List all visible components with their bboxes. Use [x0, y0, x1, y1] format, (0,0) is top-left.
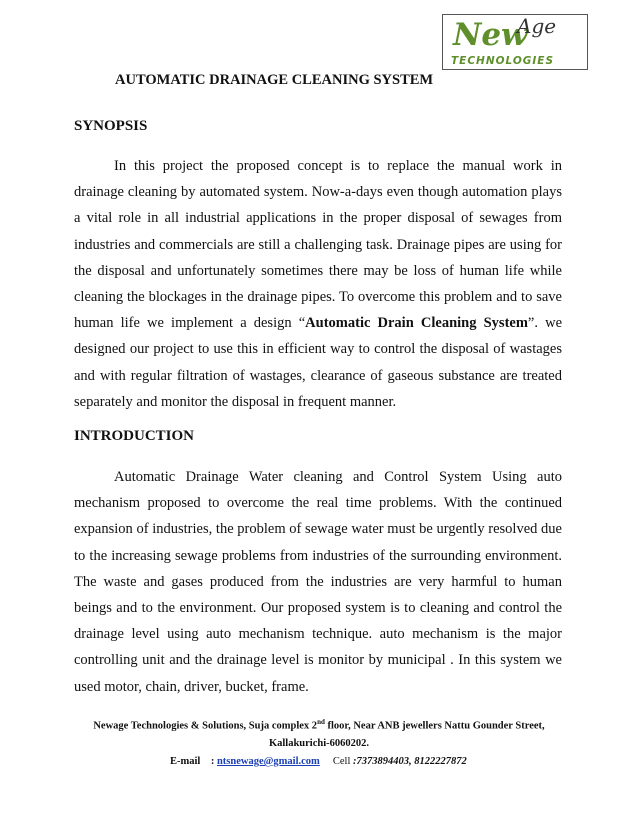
- footer-address-a: Newage Technologies & Solutions, Suja complex 2: [93, 720, 318, 732]
- company-logo: [442, 14, 588, 70]
- synopsis-paragraph: [74, 153, 562, 415]
- introduction-text: Automatic Drainage Water cleaning and Control System Using auto mechanism proposed to overcome the real time problems. With the continued expansion of industries, the problem of sewage water must be urgently resolved due to the increasing sewage problems from industries of the surrounding environment. The waste and gases produced from the industries are very harmful to human beings and to the environment. Our proposed system is to cleaning and control the drainage level using auto mechanism technique. auto mechanism is the major controlling unit and the drainage level is monitor by municipal . In this system we used motor, chain, driver, bucket, frame.: [74, 469, 562, 695]
- footer-address-b: floor, Near ANB jewellers Nattu Gounder Street,: [324, 720, 545, 732]
- footer-contact: [170, 756, 467, 767]
- cell-numbers: :7373894403, 8122227872: [353, 756, 467, 767]
- footer-address: [74, 714, 564, 752]
- logo-script: Age: [517, 14, 557, 38]
- email-label: E-mail: [170, 756, 201, 767]
- logo-wordmark: New: [453, 17, 528, 53]
- email-link[interactable]: ntsnewage@gmail.com: [216, 756, 320, 767]
- email-separator: :: [210, 756, 215, 767]
- synopsis-text-1: In this project the proposed concept is to replace the manual work in drainage cleaning by automated system. Now-a-days even though automation plays a vital role in all industrial applications in the proper disposal of sewages from industries and commercials are still a challenging task. Drainage pipes are using for the disposal and unfortunately sometimes there may be loss of human life while cleaning the blockages in the drainage pipes. To overcome this problem and to save human life we implement a design “: [74, 158, 562, 332]
- synopsis-text-2: ”. we designed our project to use this in efficient way to control the disposal of wastages and with regular filtration of wastages, clearance of gaseous substance are treated separately and monitor the disposal in frequent manner.: [74, 315, 563, 410]
- synopsis-heading: SYNOPSIS: [74, 118, 148, 134]
- introduction-heading: INTRODUCTION: [74, 428, 195, 444]
- footer-address-sup: nd: [317, 718, 325, 726]
- logo-subtitle: TECHNOLOGIES: [451, 55, 555, 67]
- cell-label: Cell: [332, 756, 351, 767]
- footer-address-city: Kallakurichi-6060202.: [268, 737, 370, 749]
- introduction-paragraph: [74, 464, 562, 700]
- document-title: AUTOMATIC DRAINAGE CLEANING SYSTEM: [115, 72, 434, 88]
- synopsis-bold-phrase: Automatic Drain Cleaning System: [305, 315, 528, 332]
